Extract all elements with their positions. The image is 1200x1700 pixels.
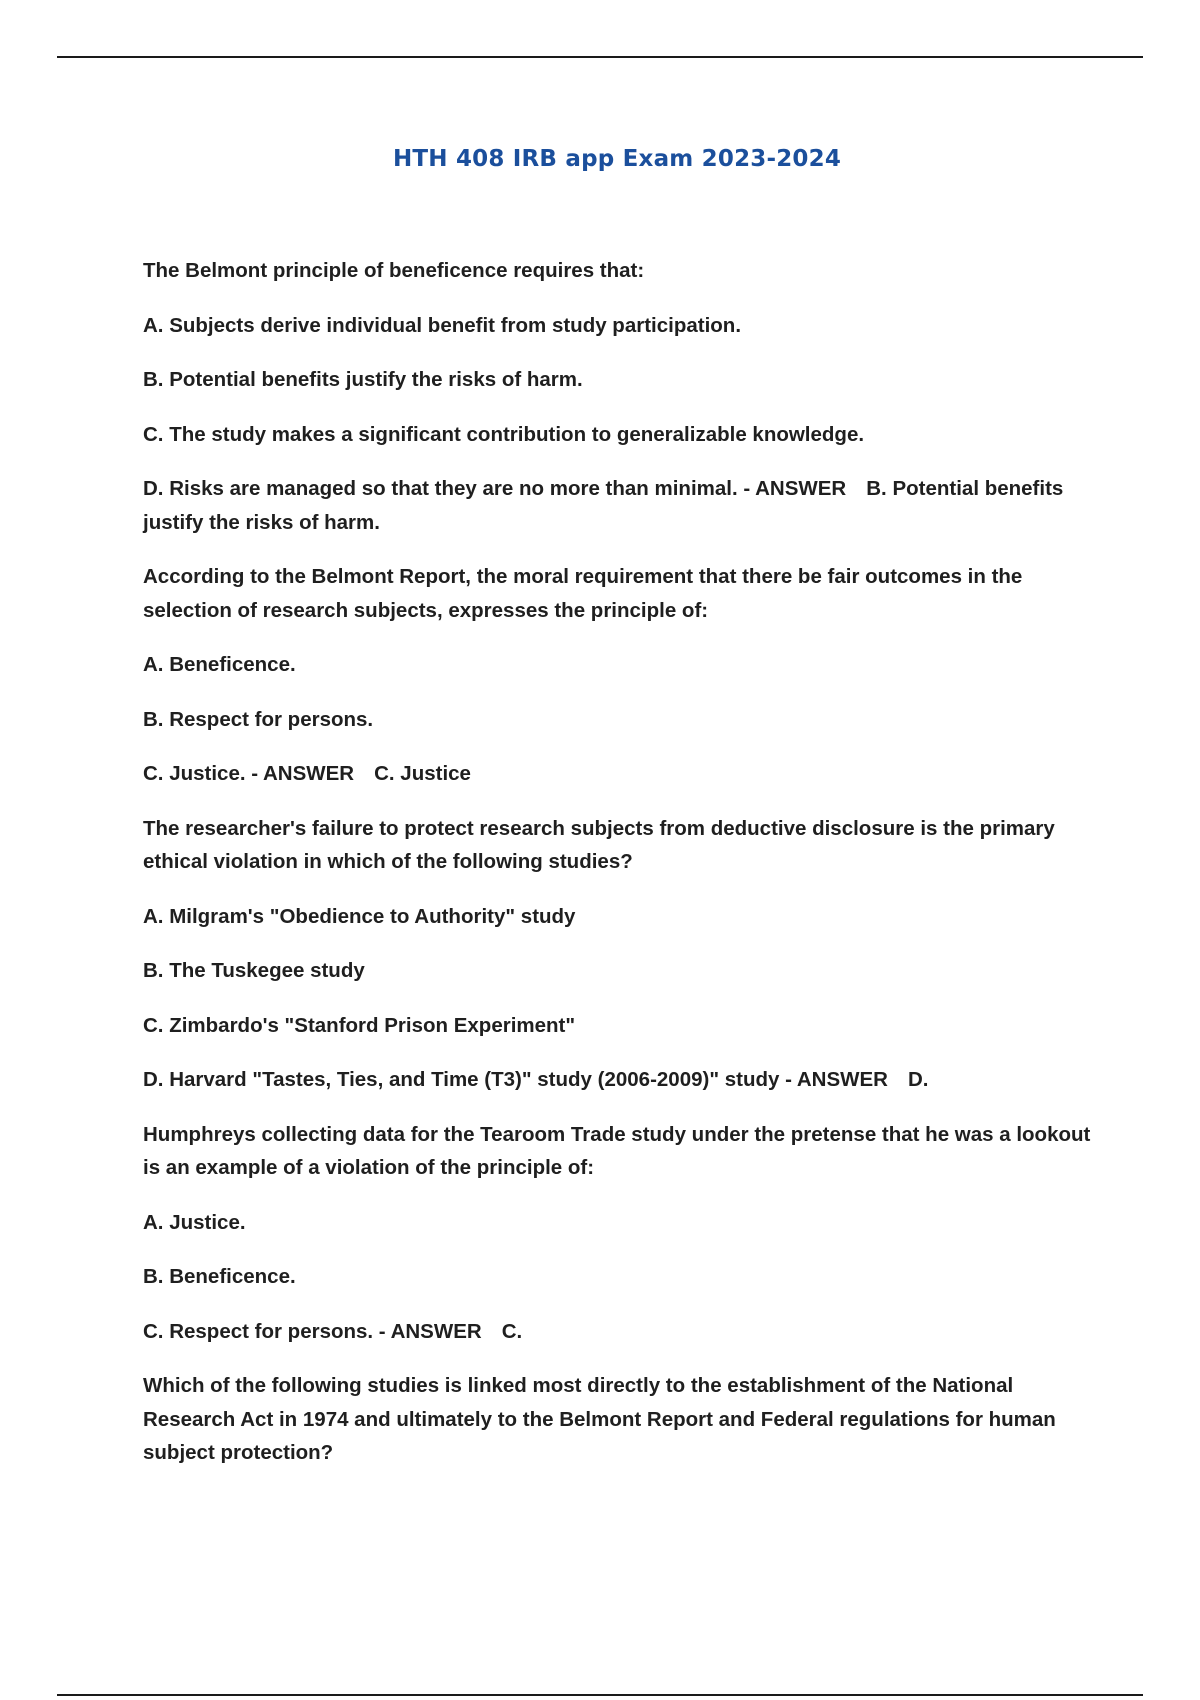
answer-option: C. The study makes a significant contribution to generalizable knowledge. [143, 422, 865, 446]
answer-option: C. Justice. - ANSWER [143, 762, 355, 785]
question-stem: The researcher's failure to protect research subjects from deductive disclosure is the primary ethical violation in which of the following studies? [143, 816, 1055, 873]
document-body [143, 254, 1103, 1491]
answer-key: C. Justice [374, 762, 471, 785]
question-stem: The Belmont principle of beneficence requires that: [143, 259, 645, 282]
answer-option: B. The Tuskegee study [143, 959, 365, 982]
answer-key: D. [907, 1068, 929, 1091]
answer-option: A. Subjects derive individual benefit from study participation. [143, 313, 742, 337]
answer-option-with-key [143, 1063, 1103, 1097]
answer-option-with-key [143, 472, 1103, 539]
answer-option: D. Harvard "Tastes, Ties, and Time (T3)" study (2006-2009)" study - ANSWER [143, 1068, 888, 1091]
footer-rule [57, 1694, 1143, 1696]
answer-option: B. Beneficence. [143, 1265, 296, 1288]
answer-option: B. Respect for persons. [143, 707, 374, 731]
answer-option: A. Beneficence. [143, 653, 296, 676]
question-stem: Which of the following studies is linked most directly to the establishment of the National Research Act in 1974 and ultimately to the Belmont Report and Federal regulations for human subject protection? [143, 1374, 1056, 1464]
answer-option: D. Risks are managed so that they are no more than minimal. - ANSWER [143, 477, 847, 500]
answer-option: C. Zimbardo's "Stanford Prison Experiment" [143, 1013, 576, 1037]
answer-option-with-key [143, 757, 1103, 791]
answer-key: B. Potential benefits justify the risks of harm. [143, 477, 1064, 534]
answer-option: A. Justice. [143, 1210, 246, 1234]
answer-option-with-key [143, 1315, 1103, 1349]
answer-option: C. Respect for persons. - ANSWER [143, 1319, 482, 1343]
answer-option: B. Potential benefits justify the risks of harm. [143, 368, 583, 391]
answer-option: A. Milgram's "Obedience to Authority" study [143, 904, 576, 928]
header-rule [57, 56, 1143, 58]
answer-key: C. [501, 1319, 523, 1343]
question-stem: According to the Belmont Report, the moral requirement that there be fair outcomes in the selection of research subjects, expresses the principle of: [143, 565, 1023, 622]
question-stem: Humphreys collecting data for the Tearoom Trade study under the pretense that he was a lookout is an example of a violation of the principle of: [143, 1122, 1091, 1179]
document-title: HTH 408 IRB app Exam 2023-2024 [392, 146, 842, 172]
